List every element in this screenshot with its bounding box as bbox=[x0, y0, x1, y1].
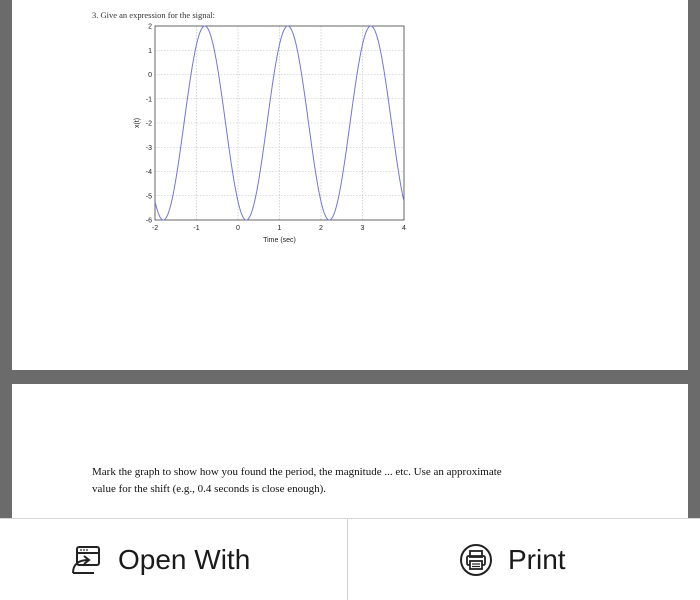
y-tick-label-6: -4 bbox=[145, 169, 152, 176]
print-label: Print bbox=[508, 543, 566, 575]
instructions-text bbox=[92, 464, 612, 498]
x-axis-label: Time (sec) bbox=[263, 237, 296, 244]
x-tick-label-0: -2 bbox=[151, 225, 159, 232]
question-text: 3. Give an expression for the signal: bbox=[92, 10, 215, 20]
y-tick-label-1: 1 bbox=[148, 47, 152, 55]
y-tick-label-3: -1 bbox=[145, 96, 152, 104]
x-tick-label-4: 2 bbox=[319, 225, 323, 232]
document-page-1 bbox=[12, 0, 688, 370]
open-with-button[interactable] bbox=[68, 519, 250, 600]
instructions-line-1: Mark the graph to show how you found the period, the magnitude ... etc. Use an approximate bbox=[92, 466, 502, 478]
page-separator bbox=[0, 370, 700, 384]
y-tick-label-4: -2 bbox=[145, 120, 152, 128]
open-with-icon bbox=[68, 542, 104, 578]
open-with-label: Open With bbox=[118, 543, 251, 575]
print-button[interactable] bbox=[458, 519, 566, 600]
y-tick-label-0: 2 bbox=[148, 23, 152, 31]
x-tick-label-1: -1 bbox=[193, 225, 200, 232]
x-tick-label-6: 4 bbox=[402, 225, 406, 232]
signal-chart bbox=[12, 0, 688, 370]
x-tick-label-3: 1 bbox=[277, 225, 282, 232]
y-tick-label-5: -3 bbox=[145, 144, 152, 152]
x-tick-label-2: 0 bbox=[236, 225, 240, 232]
bottom-toolbar bbox=[0, 518, 700, 600]
y-tick-label-8: -6 bbox=[145, 217, 152, 225]
y-tick-label-7: -5 bbox=[145, 193, 152, 201]
y-tick-label-2: 0 bbox=[148, 72, 152, 79]
printer-icon bbox=[458, 542, 494, 578]
y-axis-label: x(t) bbox=[134, 117, 141, 129]
document-page-2 bbox=[12, 384, 688, 518]
toolbar-divider bbox=[347, 519, 348, 600]
x-tick-label-5: 3 bbox=[360, 225, 365, 232]
instructions-line-2: value for the shift (e.g., 0.4 seconds is close enough). bbox=[92, 483, 326, 495]
